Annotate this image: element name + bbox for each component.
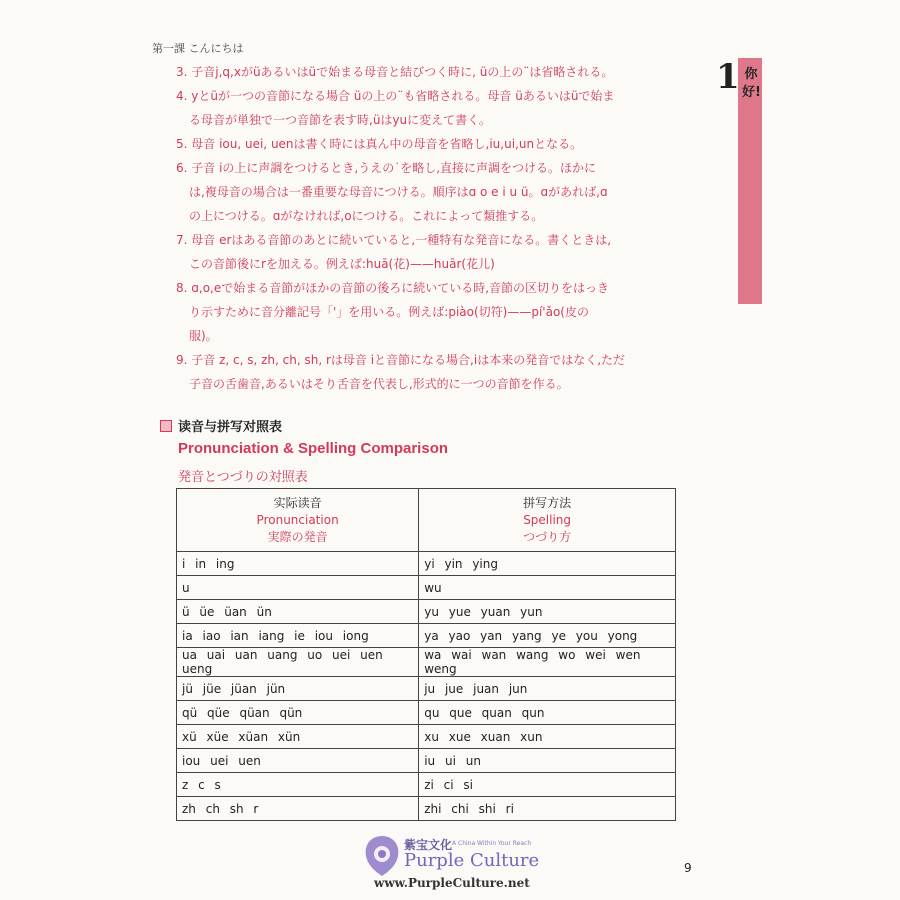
pronunciation-cell: qü qüe qüan qün	[177, 701, 419, 725]
note-item	[176, 348, 696, 396]
spelling-cell: ju jue juan jun	[419, 677, 676, 701]
table-row	[177, 552, 676, 576]
note-item	[176, 132, 696, 156]
watermark	[362, 832, 542, 894]
note-line: 服)。	[189, 329, 218, 343]
spelling-cell: yu yue yuan yun	[419, 600, 676, 624]
spelling-cell: zhi chi shi ri	[419, 797, 676, 821]
spelling-cell: qu que quan qun	[419, 701, 676, 725]
running-header: 第一課 こんにちは	[152, 42, 244, 55]
purple-culture-logo-icon	[362, 832, 402, 878]
column-header-spelling	[419, 489, 676, 552]
comparison-table	[176, 488, 676, 821]
note-item	[176, 84, 696, 132]
col-header-en: Spelling	[523, 512, 572, 527]
table-body	[177, 552, 676, 821]
table-row	[177, 624, 676, 648]
note-item	[176, 228, 696, 276]
note-item	[176, 276, 696, 348]
note-item	[176, 156, 696, 228]
watermark-url: www.PurpleCulture.net	[374, 876, 530, 890]
chapter-tab-title: 你好!	[742, 67, 761, 100]
table-row	[177, 749, 676, 773]
section-title-en: Pronunciation & Spelling Comparison	[178, 440, 449, 457]
watermark-tagline: A China Within Your Reach	[452, 840, 532, 847]
pronunciation-cell: ü üe üan ün	[177, 600, 419, 624]
spelling-cell: yi yin ying	[419, 552, 676, 576]
table-row	[177, 648, 676, 677]
pronunciation-cell: zh ch sh r	[177, 797, 419, 821]
table-row	[177, 576, 676, 600]
note-line: 7. 母音 erはある音節のあとに続いていると,一種特有な発音になる。書くときは,	[176, 233, 612, 247]
table-row	[177, 701, 676, 725]
note-line: 8. ɑ,o,eで始まる音節がほかの音節の後ろに続いている時,音節の区切りをはっき	[176, 281, 610, 295]
table-row	[177, 797, 676, 821]
col-header-zh: 实际读音	[273, 495, 322, 510]
col-header-ja: つづり方	[523, 529, 572, 544]
note-line: 子音の舌歯音,あるいはそり舌音を代表し,形式的に一つの音節を作る。	[189, 377, 569, 391]
note-line: る母音が単独で一つ音節を表す時,üはyuに変えて書く。	[189, 113, 491, 127]
pronunciation-cell: ua uai uan uang uo uei uen ueng	[177, 648, 419, 677]
col-header-ja: 実際の発音	[267, 529, 328, 544]
pronunciation-cell: jü jüe jüan jün	[177, 677, 419, 701]
spelling-cell: xu xue xuan xun	[419, 725, 676, 749]
chapter-number: 1	[716, 57, 740, 97]
section-square-icon	[160, 420, 172, 432]
table-row	[177, 725, 676, 749]
watermark-zh: 紫宝文化	[404, 838, 453, 852]
note-line: り示すために音分離記号「'」を用いる。例えば:piào(切符)——pí'ǎo(皮の	[189, 305, 589, 319]
pronunciation-cell: xü xüe xüan xün	[177, 725, 419, 749]
spelling-cell: ya yao yan yang ye you yong	[419, 624, 676, 648]
section-title-zh: 读音与拼写对照表	[178, 420, 283, 435]
pronunciation-cell: iou uei uen	[177, 749, 419, 773]
note-line: の上につける。ɑがなければ,oにつける。これによって類推する。	[189, 209, 544, 223]
note-line: この音節後にrを加える。例えば:huā(花)——huār(花儿)	[189, 257, 495, 271]
note-line: 3. 子音j,q,xがüあるいはüで始まる母音と結びつく時に, üの上の¨は省略される。	[176, 65, 614, 79]
col-header-en: Pronunciation	[256, 512, 339, 527]
pronunciation-cell: z c s	[177, 773, 419, 797]
spelling-cell: wu	[419, 576, 676, 600]
note-item	[176, 60, 696, 84]
pronunciation-cell: u	[177, 576, 419, 600]
note-line: は,複母音の場合は一番重要な母音につける。順序はɑ o e i u ü。ɑがあれば,ɑ	[189, 185, 608, 199]
spelling-cell: wa wai wan wang wo wei wen weng	[419, 648, 676, 677]
note-line: 4. yとüが一つの音節になる場合 üの上の¨も省略される。母音 üあるいはüで始ま	[176, 89, 615, 103]
table-row	[177, 600, 676, 624]
spelling-notes	[176, 60, 696, 396]
spelling-cell: iu ui un	[419, 749, 676, 773]
watermark-brand: Purple Culture	[404, 850, 540, 871]
pronunciation-cell: ia iao ian iang ie iou iong	[177, 624, 419, 648]
note-line: 5. 母音 iou, uei, uenは書く時には真ん中の母音を省略し,iu,ui,unとなる。	[176, 137, 583, 151]
table-row	[177, 773, 676, 797]
section-title-ja: 発音とつづりの対照表	[178, 470, 308, 485]
col-header-zh: 拼写方法	[523, 495, 572, 510]
note-line: 9. 子音 z, c, s, zh, ch, sh, rは母音 iと音節になる場合,iは本来の発音ではなく,ただ	[176, 353, 626, 367]
table-row	[177, 677, 676, 701]
spelling-cell: zi ci si	[419, 773, 676, 797]
pronunciation-cell: i in ing	[177, 552, 419, 576]
note-line: 6. 子音 iの上に声調をつけるとき,うえの˙を略し,直接に声調をつける。ほかに	[176, 161, 597, 175]
page-number: 9	[684, 861, 692, 875]
column-header-pronunciation	[177, 489, 419, 552]
